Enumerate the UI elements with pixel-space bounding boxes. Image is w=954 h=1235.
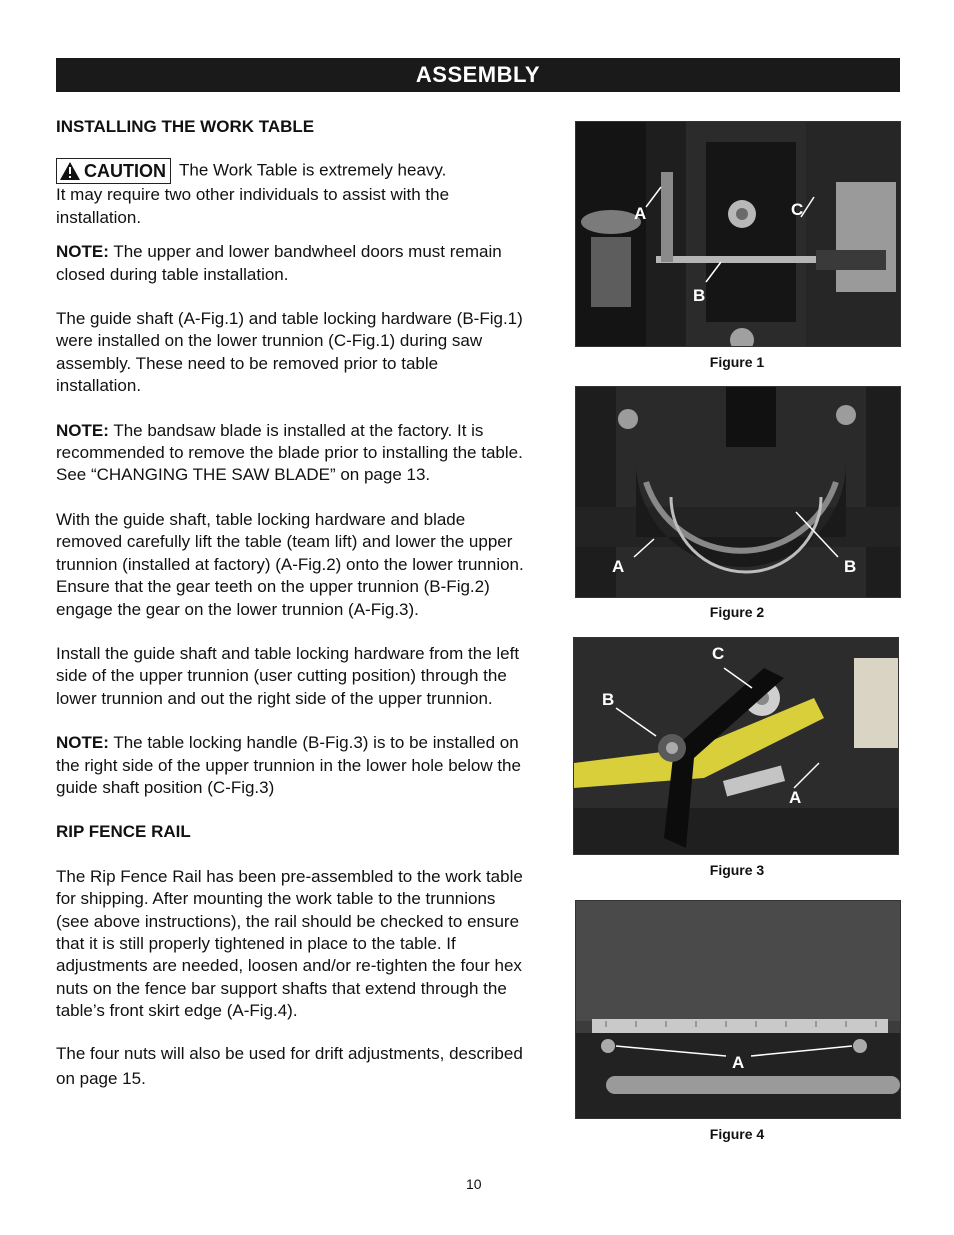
figure-4-caption: Figure 4 bbox=[709, 1126, 765, 1142]
note-text: The upper and lower bandwheel doors must remain closed during table installation. bbox=[56, 242, 502, 284]
callout-a: A bbox=[612, 557, 625, 576]
note-blade bbox=[56, 420, 526, 487]
figure-2-photo bbox=[575, 386, 901, 598]
note-label: NOTE: bbox=[56, 420, 109, 440]
table-rail-photo bbox=[576, 901, 900, 1118]
section-heading-work-table: INSTALLING THE WORK TABLE bbox=[56, 117, 315, 136]
callout-b: B bbox=[602, 690, 615, 709]
note-locking-handle bbox=[56, 732, 526, 799]
trunnion-photo-1 bbox=[576, 122, 900, 346]
figure-1-photo bbox=[575, 121, 901, 347]
note-label: NOTE: bbox=[56, 733, 109, 753]
caution-text-2: It may require two other individuals to assist with the installation. bbox=[56, 185, 450, 227]
page-number: 10 bbox=[466, 1176, 482, 1192]
callout-c: C bbox=[791, 200, 804, 219]
callout-c: C bbox=[712, 644, 725, 663]
page-title: ASSEMBLY bbox=[415, 62, 541, 87]
paragraph-guide-shaft: The guide shaft (A-Fig.1) and table locking hardware (B-Fig.1) were installed on the lower trunnion (C-Fig.1) during saw assembly. These need to be removed prior to table installation. bbox=[56, 309, 523, 396]
section-heading-rip-fence: RIP FENCE RAIL bbox=[56, 822, 191, 842]
paragraph-lift-table: With the guide shaft, table locking hardware and blade removed carefully lift the table (team lift) and lower the upper trunnion (installed at factory) (A-Fig.2) onto the lower trunnion. Ensure that the gear teeth on the upper trunnion (B-Fig.2) engage the gear on the lower trunnion (A-Fig.3). bbox=[56, 509, 524, 619]
paragraph-drift: The four nuts will also be used for drift adjustments, described on page 15. bbox=[56, 1043, 523, 1088]
callout-b: B bbox=[693, 286, 706, 305]
figure-4-photo bbox=[575, 900, 901, 1119]
paragraph-install-shaft: Install the guide shaft and table locking hardware from the left side of the upper trunnion (user cutting position) through the lower trunnion and out the right side of the upper trunnion. bbox=[56, 643, 520, 708]
instructions-column bbox=[56, 116, 526, 1091]
note-text: The bandsaw blade is installed at the factory. It is recommended to remove the blade prior to installing the table. See “CHANGING THE SAW BLADE” on page 13. bbox=[56, 420, 523, 485]
callout-a: A bbox=[732, 1053, 745, 1072]
trunnion-photo-3 bbox=[574, 638, 898, 854]
section-title-bar bbox=[56, 58, 900, 92]
caution-text-1: The Work Table is extremely heavy. bbox=[179, 160, 447, 180]
figure-3-caption: Figure 3 bbox=[709, 862, 765, 878]
callout-b: B bbox=[844, 557, 857, 576]
note-doors bbox=[56, 241, 526, 286]
figure-2-caption: Figure 2 bbox=[709, 604, 765, 620]
warning-triangle-icon bbox=[59, 161, 81, 181]
note-label: NOTE: bbox=[56, 242, 109, 262]
caution-block bbox=[56, 158, 526, 229]
callout-a: A bbox=[789, 788, 802, 807]
caution-badge bbox=[56, 158, 171, 184]
caution-label: CAUTION bbox=[84, 161, 166, 182]
note-text: The table locking handle (B-Fig.3) is to be installed on the right side of the upper trunnion in the lower hole below the guide shaft position (C-Fig.3) bbox=[56, 733, 521, 797]
figure-1-caption: Figure 1 bbox=[709, 354, 765, 370]
figure-3-photo bbox=[573, 637, 899, 855]
paragraph-rip-fence: The Rip Fence Rail has been pre-assembled to the work table for shipping. After mounting the work table to the trunnions (see above instructions), the rail should be checked to ensure that it is still properly tightened in place to the table. If adjustments are needed, loosen and/or re-tighten the four hex nuts on the fence bar support shafts that extend through the table’s front skirt edge (A-Fig.4). bbox=[56, 866, 523, 1021]
callout-a: A bbox=[634, 204, 647, 223]
